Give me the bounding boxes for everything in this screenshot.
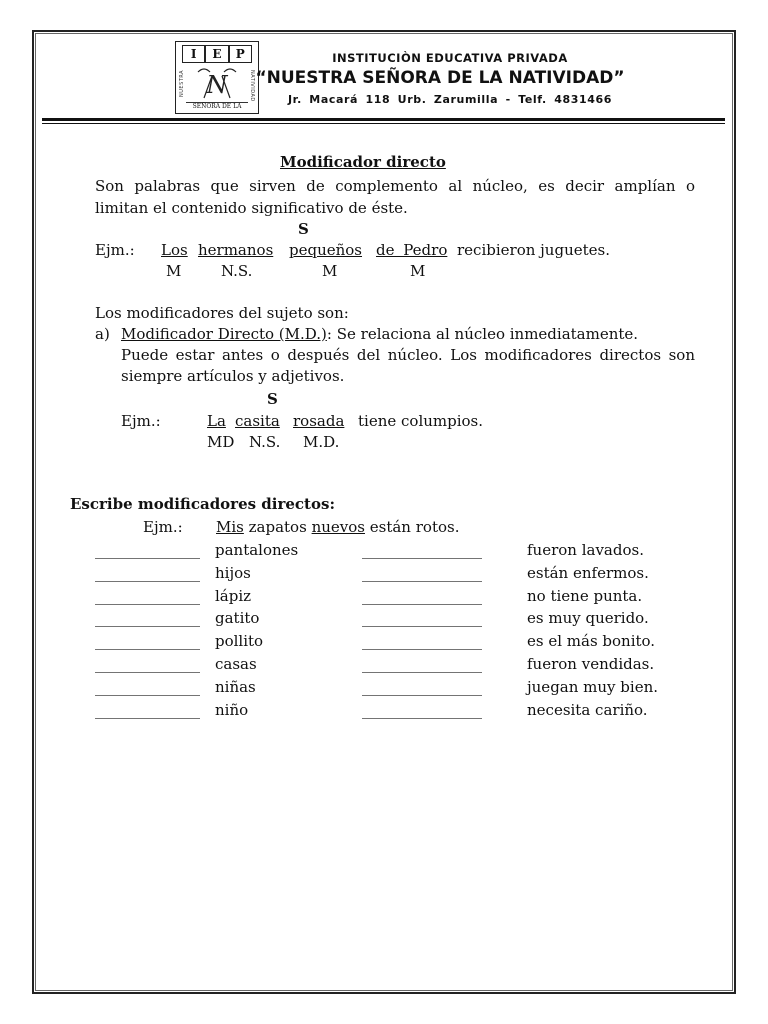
- grammar-tag: M: [410, 262, 426, 280]
- exercise-noun: pollito: [215, 632, 264, 651]
- header-rule: [42, 123, 725, 124]
- answer-blank-left[interactable]: ______________: [95, 563, 200, 582]
- answer-blank-left[interactable]: ______________: [95, 677, 200, 696]
- item-a-line2: Puede estar antes o después del núcleo. Los modificadores directos son: [121, 346, 695, 364]
- grammar-tag: N.S.: [221, 262, 253, 280]
- exercise-noun: hijos: [215, 563, 251, 582]
- example-word: hermanos: [198, 241, 274, 259]
- grammar-tag: MD: [207, 433, 235, 451]
- example-word: casita: [235, 412, 280, 430]
- institution-type: INSTITUCIÒN EDUCATIVA PRIVADA: [332, 51, 568, 65]
- example-predicate: recibieron juguetes.: [457, 241, 610, 259]
- institution-address: Jr. Macará 118 Urb. Zarumilla - Telf. 4831466: [287, 93, 613, 106]
- answer-blank-left[interactable]: ______________: [95, 541, 200, 559]
- answer-blank-right[interactable]: ________________: [362, 541, 482, 559]
- answer-blank-right[interactable]: ________________: [362, 563, 482, 582]
- exercise-predicate: es muy querido.: [527, 609, 649, 628]
- exercise-example-word: Mis: [216, 518, 244, 536]
- item-a-line1: [121, 325, 695, 343]
- subject-marker: S: [298, 220, 309, 238]
- exercise-predicate: fueron vendidas.: [527, 655, 655, 673]
- grammar-tag: M.D.: [303, 433, 340, 451]
- svg-text:N: N: [206, 71, 228, 99]
- exercise-predicate: fueron lavados.: [527, 541, 644, 559]
- exercise-noun: casas: [215, 655, 257, 673]
- exercise-predicate: necesita cariño.: [527, 700, 648, 719]
- answer-blank-left[interactable]: ______________: [95, 609, 200, 628]
- item-a-term: Modificador Directo (M.D.): [121, 325, 327, 343]
- grammar-tag: M: [166, 262, 182, 280]
- answer-blank-right[interactable]: ________________: [362, 586, 482, 605]
- exercise-predicate: están enfermos.: [527, 563, 649, 582]
- item-a-rest: : Se relaciona al núcleo inmediatamente.: [326, 325, 639, 343]
- answer-blank-left[interactable]: ______________: [95, 655, 200, 673]
- logo-side-text: NATIVIDAD: [249, 70, 255, 102]
- answer-blank-left[interactable]: ______________: [95, 586, 200, 605]
- example-word: pequeños: [289, 241, 363, 259]
- exercise-noun: gatito: [215, 609, 260, 628]
- exercise-predicate: es el más bonito.: [527, 632, 656, 651]
- answer-blank-left[interactable]: ______________: [95, 700, 200, 719]
- exercise-example-word: nuevos: [311, 518, 365, 536]
- answer-blank-right[interactable]: ________________: [362, 632, 482, 651]
- grammar-tag: M: [322, 262, 338, 280]
- logo-side-text: NUESTRA: [179, 70, 185, 97]
- logo-monogram-icon: [190, 64, 244, 102]
- example-word: rosada: [293, 412, 345, 430]
- answer-blank-right[interactable]: ________________: [362, 655, 482, 673]
- item-marker: a): [95, 325, 110, 343]
- exercise-predicate: no tiene punta.: [527, 586, 643, 605]
- item-a-line3: siempre artículos y adjetivos.: [121, 367, 345, 385]
- answer-blank-right[interactable]: ________________: [362, 700, 482, 719]
- exercise-predicate: juegan muy bien.: [527, 677, 658, 696]
- exercise-example-end: están rotos.: [369, 518, 460, 536]
- answer-blank-left[interactable]: ______________: [95, 632, 200, 651]
- subject-marker: S: [267, 390, 278, 408]
- lesson-title: Modificador directo: [280, 153, 446, 171]
- exercise-noun: niño: [215, 700, 249, 719]
- definition-line: Son palabras que sirven de complemento al núcleo, es decir amplían o: [95, 177, 695, 195]
- example-word: La: [207, 412, 226, 430]
- exercise-noun: lápiz: [215, 586, 252, 605]
- example-label: Ejm.:: [121, 412, 161, 430]
- logo-letters: [182, 45, 252, 63]
- grammar-tag: N.S.: [249, 433, 281, 451]
- exercise-example: [216, 518, 459, 536]
- example-predicate: tiene columpios.: [358, 412, 484, 430]
- exercise-noun: niñas: [215, 677, 256, 696]
- exercise-example-noun: zapatos: [248, 518, 307, 536]
- example-word: de Pedro: [376, 241, 448, 259]
- example-word: Los: [161, 241, 188, 259]
- logo-letter: E: [205, 45, 228, 63]
- logo-letter: I: [182, 45, 205, 63]
- definition-line: limitan el contenido significativo de éste.: [95, 199, 408, 217]
- logo-bottom-text: SEÑORA DE LA: [186, 102, 248, 111]
- example-label: Ejm.:: [95, 241, 135, 259]
- header-rule: [42, 118, 725, 121]
- exercise-heading: Escribe modificadores directos:: [70, 495, 335, 513]
- institution-name: “NUESTRA SEÑORA DE LA NATIVIDAD”: [255, 68, 625, 88]
- answer-blank-right[interactable]: ________________: [362, 677, 482, 696]
- exercise-noun: pantalones: [215, 541, 299, 559]
- exercise-example-label: Ejm.:: [143, 518, 183, 536]
- answer-blank-right[interactable]: ________________: [362, 609, 482, 628]
- logo-letter: P: [229, 45, 252, 63]
- modifiers-intro: Los modificadores del sujeto son:: [95, 304, 349, 322]
